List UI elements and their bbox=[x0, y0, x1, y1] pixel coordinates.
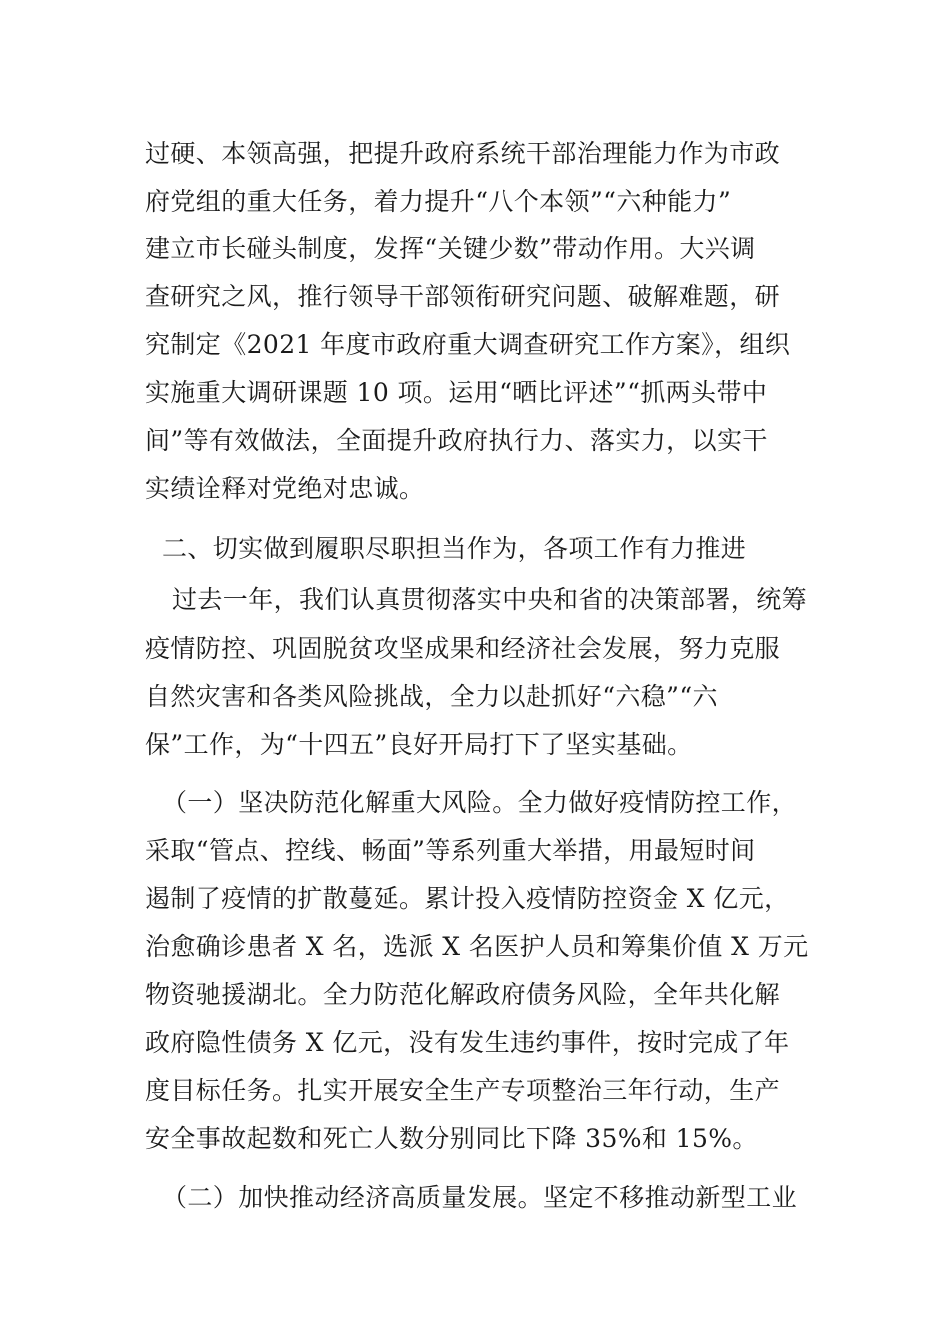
paragraph-2-line-2: 疫情防控、巩固脱贫攻坚成果和经济社会发展，努力克服 bbox=[145, 634, 781, 663]
paragraph-3-line-5: 物资驰援湖北。全力防范化解政府债务风险，全年共化解 bbox=[145, 980, 781, 1009]
paragraph-2-line-1: 过去一年，我们认真贯彻落实中央和省的决策部署，统筹 bbox=[172, 585, 808, 614]
section-heading: 二、切实做到履职尽职担当作为，各项工作有力推进 bbox=[162, 534, 747, 563]
paragraph-3-line-2: 采取“管点、控线、畅面”等系列重大举措，用最短时间 bbox=[145, 836, 756, 865]
paragraph-3-line-6: 政府隐性债务 X 亿元，没有发生违约事件，按时完成了年 bbox=[145, 1028, 790, 1057]
paragraph-2-line-3: 自然灾害和各类风险挑战，全力以赴抓好“六稳”“六 bbox=[145, 682, 718, 711]
paragraph-2-line-4: 保”工作，为“十四五”良好开局打下了坚实基础。 bbox=[145, 730, 693, 759]
paragraph-3-line-1: （一）坚决防范化解重大风险。全力做好疫情防控工作， bbox=[162, 788, 798, 817]
paragraph-3-line-7: 度目标任务。扎实开展安全生产专项整治三年行动，生产 bbox=[145, 1076, 781, 1105]
paragraph-1-line-4: 查研究之风，推行领导干部领衔研究问题、破解难题，研 bbox=[145, 282, 781, 311]
paragraph-1-line-8: 实绩诠释对党绝对忠诚。 bbox=[145, 474, 425, 503]
paragraph-1-line-1: 过硬、本领高强，把提升政府系统干部治理能力作为市政 bbox=[145, 139, 781, 168]
paragraph-1-line-6: 实施重大调研课题 10 项。运用“晒比评述”“抓两头带中 bbox=[145, 378, 768, 407]
paragraph-1-line-7: 间”等有效做法，全面提升政府执行力、落实力，以实干 bbox=[145, 426, 768, 455]
paragraph-3-line-8: 安全事故起数和死亡人数分别同比下降 35%和 15%。 bbox=[145, 1124, 758, 1153]
paragraph-3-line-4: 治愈确诊患者 X 名，选派 X 名医护人员和筹集价值 X 万元 bbox=[145, 932, 809, 961]
paragraph-1-line-2: 府党组的重大任务，着力提升“八个本领”“六种能力” bbox=[145, 187, 732, 216]
paragraph-3-line-3: 遏制了疫情的扩散蔓延。累计投入疫情防控资金 X 亿元， bbox=[145, 884, 790, 913]
paragraph-1-line-3: 建立市长碰头制度，发挥“关键少数”带动作用。大兴调 bbox=[145, 234, 756, 263]
paragraph-1-line-5: 究制定《2021 年度市政府重大调查研究工作方案》，组织 bbox=[145, 330, 791, 359]
paragraph-4-line-1: （二）加快推动经济高质量发展。坚定不移推动新型工业 bbox=[162, 1183, 798, 1212]
